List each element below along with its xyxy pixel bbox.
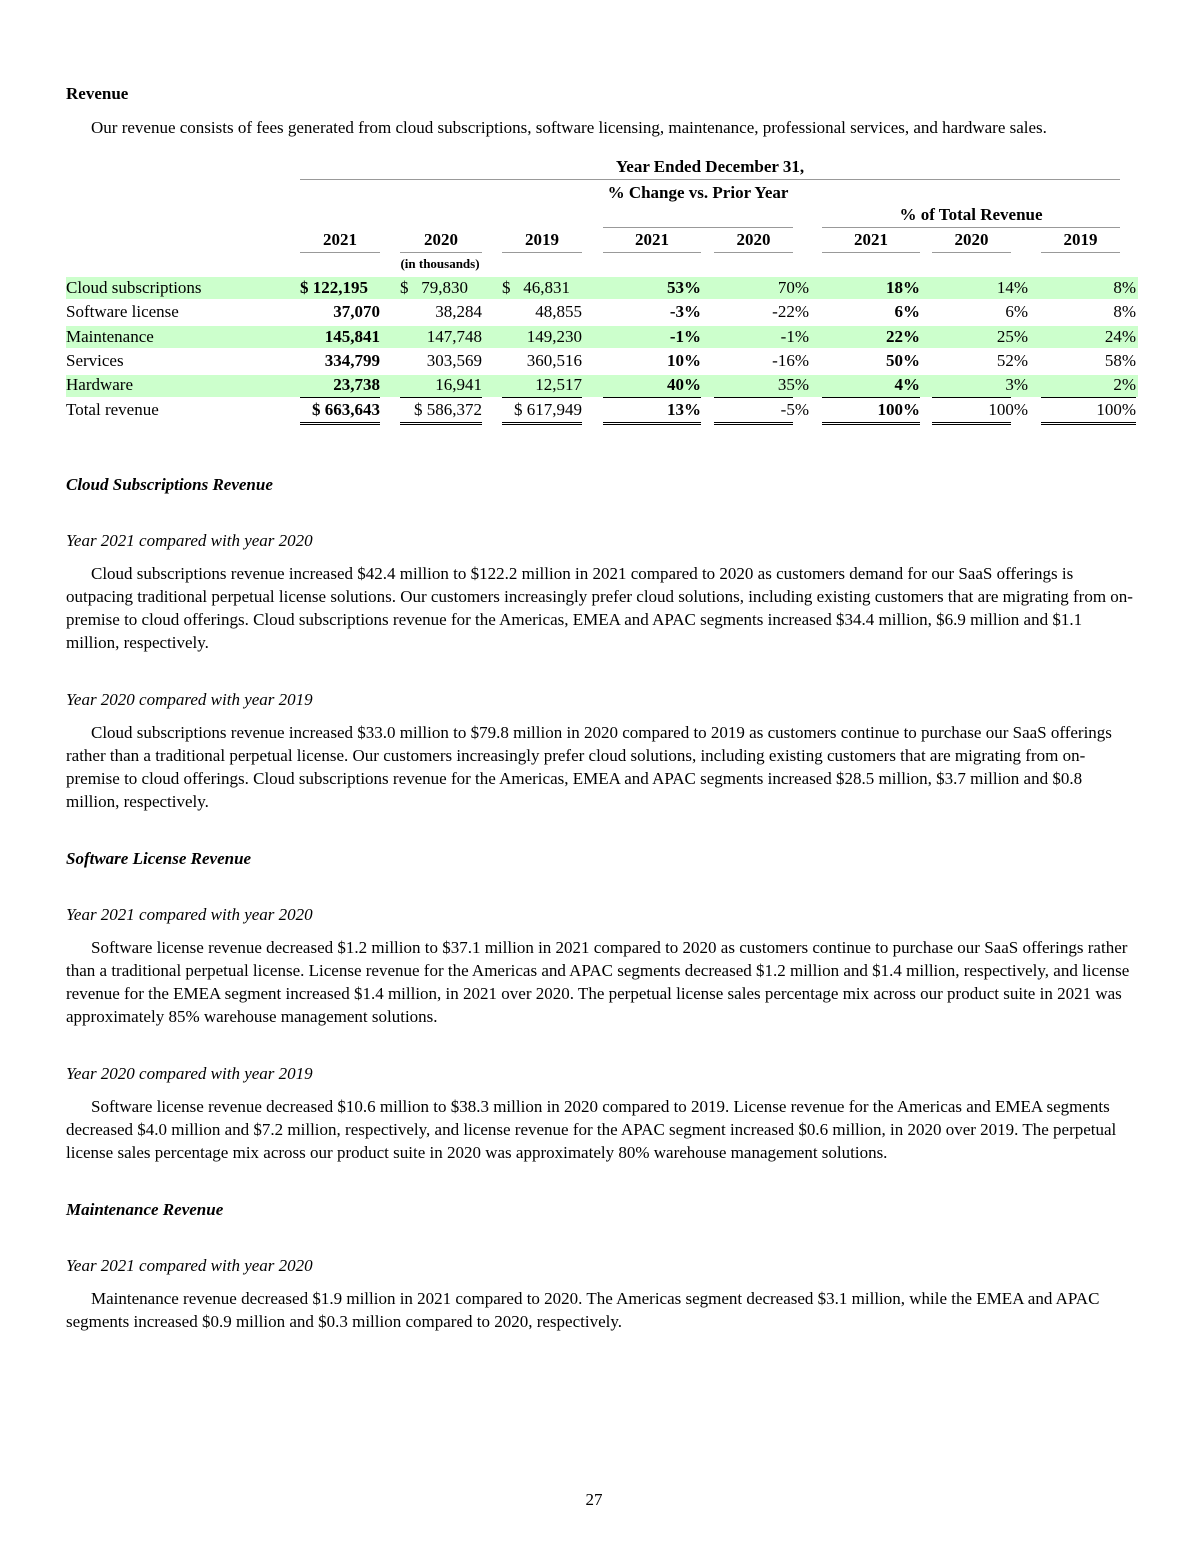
total-double-rule xyxy=(932,422,1011,425)
cell-value: 149,230 xyxy=(526,327,582,346)
cell-value: 58% xyxy=(1104,351,1136,370)
cell-value: 4% xyxy=(894,375,920,394)
license-heading: Software License Revenue xyxy=(66,849,252,868)
cell-value: 48,855 xyxy=(535,302,582,321)
tot-col-2020: 2020 xyxy=(954,230,989,249)
cell-value: 16,941 xyxy=(435,375,482,394)
rule-2019 xyxy=(502,252,582,253)
cloud-heading: Cloud Subscriptions Revenue xyxy=(66,475,273,494)
tot-col-2019: 2019 xyxy=(1063,230,1098,249)
cell-value: 52% xyxy=(996,351,1028,370)
cell-value: 360,516 xyxy=(526,351,582,370)
total-double-rule xyxy=(714,422,793,425)
revenue-table xyxy=(66,157,1138,457)
cell-value: 100% xyxy=(877,400,920,419)
license-2020-subheading: Year 2020 compared with year 2019 xyxy=(66,1064,313,1083)
cell-value: 70% xyxy=(777,278,809,297)
revenue-intro: Our revenue consists of fees generated from cloud subscriptions, software licensing, maintenance, professional services, and hardware sales. xyxy=(91,118,1047,137)
subtotal-rule xyxy=(1041,397,1136,398)
license-2021-subheading: Year 2021 compared with year 2020 xyxy=(66,905,313,924)
cell-value: -1% xyxy=(669,327,701,346)
cloud-2020-text: Cloud subscriptions revenue increased $33.0 million to $79.8 million in 2020 compared to 2019 as customers continue to purchase our SaaS offerings rather than a traditional perpetual license. Our customers increasingly prefer cloud solutions, including existing customers that are migrating from on-premise to cloud offerings. Cloud subscriptions revenue for the Americas, EMEA and APAC segments increased $28.5 million, $3.7 million and $0.8 million, respectively. xyxy=(66,723,1112,811)
subtotal-rule xyxy=(822,397,920,398)
total-double-rule xyxy=(502,422,582,425)
rule-2020 xyxy=(400,252,482,253)
row-label: Software license xyxy=(66,302,179,321)
rule-tot-2021 xyxy=(822,252,920,253)
col-2021: 2021 xyxy=(323,230,357,249)
row-label: Cloud subscriptions xyxy=(66,278,202,297)
cell-value: 8% xyxy=(1113,278,1136,297)
cell-value: $ 663,643 xyxy=(312,400,380,419)
row-label: Maintenance xyxy=(66,327,154,346)
pct-change-rule xyxy=(603,227,793,228)
units-note: (in thousands) xyxy=(400,256,480,271)
total-double-rule xyxy=(300,422,380,425)
rule-chg-2020 xyxy=(714,252,793,253)
cell-value: -3% xyxy=(669,302,701,321)
total-double-rule xyxy=(400,422,482,425)
header-rule xyxy=(300,179,1120,180)
subtotal-rule xyxy=(603,397,701,398)
col-2020: 2020 xyxy=(424,230,458,249)
document-page xyxy=(66,84,1136,1333)
cell-value: -16% xyxy=(772,351,809,370)
cell-value: 25% xyxy=(996,327,1028,346)
maintenance-2021-text: Maintenance revenue decreased $1.9 million in 2021 compared to 2020. The Americas segment decreased $3.1 million, while the EMEA and APAC segments increased $0.9 million and $0.3 million compared to 2020, respectively. xyxy=(66,1289,1100,1331)
cell-value: 18% xyxy=(886,278,920,297)
cell-value: 37,070 xyxy=(333,302,380,321)
row-label: Total revenue xyxy=(66,400,159,419)
subtotal-rule xyxy=(502,397,582,398)
cloud-2021-subheading: Year 2021 compared with year 2020 xyxy=(66,531,313,550)
cloud-2021-text: Cloud subscriptions revenue increased $42.4 million to $122.2 million in 2021 compared to 2020 as customers demand for our SaaS offerings is outpacing traditional perpetual license solutions. Our customers increasingly prefer cloud solutions, including existing customers that are migrating from on-premise to cloud offerings. Cloud subscriptions revenue for the Americas, EMEA and APAC segments increased $34.4 million, $6.9 million and $1.1 million, respectively. xyxy=(66,564,1133,652)
cell-value: 12,517 xyxy=(535,375,582,394)
cell-value: $ 46,831 xyxy=(502,278,570,297)
cell-value: 53% xyxy=(667,278,701,297)
cell-value: 50% xyxy=(886,351,920,370)
row-label: Services xyxy=(66,351,124,370)
total-double-rule xyxy=(1041,422,1136,425)
pct-total-header: % of Total Revenue xyxy=(899,205,1043,224)
total-double-rule xyxy=(603,422,701,425)
cell-value: 40% xyxy=(667,375,701,394)
cell-value: 6% xyxy=(1005,302,1028,321)
cell-value: $ 617,949 xyxy=(514,400,582,419)
cell-value: 38,284 xyxy=(435,302,482,321)
maintenance-heading: Maintenance Revenue xyxy=(66,1200,224,1219)
cell-value: -5% xyxy=(780,400,809,419)
rule-tot-2019 xyxy=(1041,252,1120,253)
cell-value: $ 79,830 xyxy=(400,278,468,297)
page-number: 27 xyxy=(585,1490,603,1509)
subtotal-rule xyxy=(932,397,1011,398)
cell-value: 14% xyxy=(996,278,1028,297)
tot-col-2021: 2021 xyxy=(854,230,888,249)
cell-value: 24% xyxy=(1104,327,1136,346)
cell-value: 100% xyxy=(988,400,1028,419)
total-double-rule xyxy=(822,422,920,425)
rule-2021 xyxy=(300,252,380,253)
maintenance-2021-subheading: Year 2021 compared with year 2020 xyxy=(66,1256,313,1275)
cell-value: $ 586,372 xyxy=(414,400,482,419)
rule-tot-2020 xyxy=(932,252,1011,253)
cell-value: 6% xyxy=(894,302,920,321)
subtotal-rule xyxy=(714,397,793,398)
pct-total-rule xyxy=(822,227,1120,228)
cell-value: $ 122,195 xyxy=(300,278,368,297)
cell-value: -22% xyxy=(772,302,809,321)
cell-value: -1% xyxy=(780,327,809,346)
chg-col-2020: 2020 xyxy=(736,230,771,249)
license-2020-text: Software license revenue decreased $10.6 million to $38.3 million in 2020 compared to 2019. License revenue for the Americas and EMEA segments decreased $4.0 million and $7.2 million, respectively, and license revenue for the APAC segment increased $0.6 million, in 2020 over 2019. The perpetual license sales percentage mix across our product suite in 2020 was approximately 80% warehouse management solutions. xyxy=(66,1097,1117,1162)
col-2019: 2019 xyxy=(525,230,559,249)
cell-value: 147,748 xyxy=(426,327,482,346)
row-label: Hardware xyxy=(66,375,134,394)
cell-value: 303,569 xyxy=(426,351,482,370)
cell-value: 13% xyxy=(667,400,701,419)
group-header: Year Ended December 31, xyxy=(615,157,805,176)
cell-value: 145,841 xyxy=(324,327,380,346)
cell-value: 334,799 xyxy=(324,351,380,370)
cell-value: 35% xyxy=(777,375,809,394)
cell-value: 23,738 xyxy=(333,375,380,394)
cell-value: 3% xyxy=(1005,375,1028,394)
cloud-2020-subheading: Year 2020 compared with year 2019 xyxy=(66,690,313,709)
license-2021-text: Software license revenue decreased $1.2 million to $37.1 million in 2021 compared to 2020 as customers continue to purchase our SaaS offerings rather than a traditional perpetual license. License revenue for the Americas and APAC segments decreased $1.2 million and $1.4 million, respectively, and license revenue for the EMEA segment increased $1.4 million, in 2021 over 2020. The perpetual license sales percentage mix across our product suite in 2021 was approximately 85% warehouse management solutions. xyxy=(66,938,1130,1026)
cell-value: 8% xyxy=(1113,302,1136,321)
pct-change-header: % Change vs. Prior Year xyxy=(607,183,789,202)
rule-chg-2021 xyxy=(603,252,701,253)
subtotal-rule xyxy=(400,397,482,398)
cell-value: 100% xyxy=(1096,400,1136,419)
cell-value: 22% xyxy=(886,327,920,346)
cell-value: 10% xyxy=(667,351,701,370)
chg-col-2021: 2021 xyxy=(635,230,669,249)
subtotal-rule xyxy=(300,397,380,398)
cell-value: 2% xyxy=(1113,375,1136,394)
revenue-heading: Revenue xyxy=(66,84,129,103)
